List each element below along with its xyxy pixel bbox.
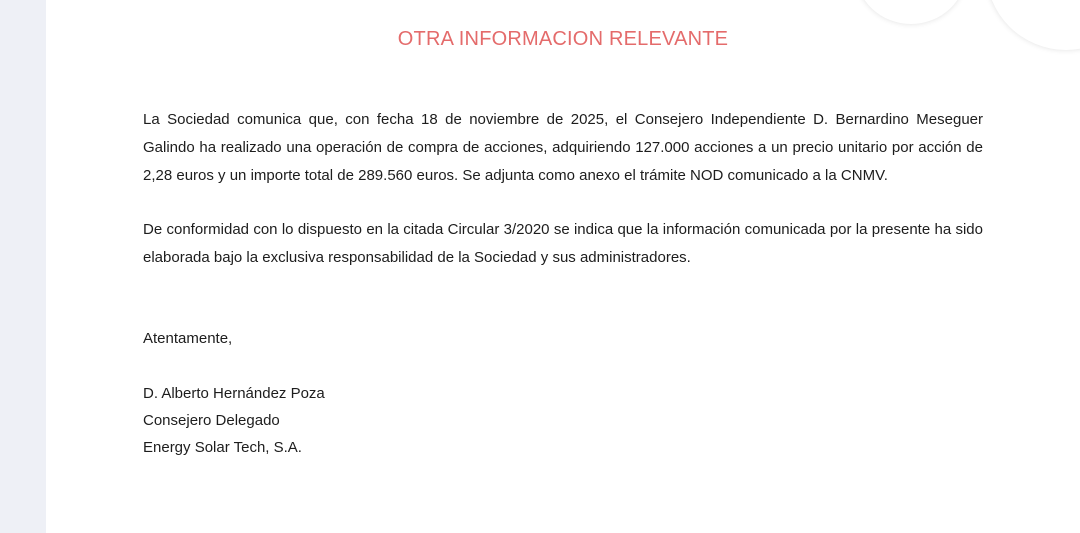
document-heading: OTRA INFORMACION RELEVANTE [397,28,729,50]
paragraph-announcement: La Sociedad comunica que, con fecha 18 de noviembre de 2025, el Consejero Independiente D. Bernardino Meseguer Galindo ha realizado una operación de compra de acciones, adquiriendo 127.000 acciones a un precio unitario por acción de 2,28 euros y un importe total de 289.560 euros. Se adjunta como anexo el trámite NOD comunicado a la CNMV. [143,111,983,184]
paragraph-disclaimer: De conformidad con lo dispuesto en la citada Circular 3/2020 se indica que la información comunicada por la presente ha sido elaborada bajo la exclusiva responsabilidad de la Sociedad y sus administradores. [143,221,983,266]
signatory-name: D. Alberto Hernández Poza [143,385,325,402]
signatory-company: Energy Solar Tech, S.A. [143,439,302,456]
document-page [46,0,1080,533]
signatory-title: Consejero Delegado [143,412,280,429]
closing-salutation: Atentamente, [143,330,233,347]
floating-action-button[interactable] [856,0,966,24]
